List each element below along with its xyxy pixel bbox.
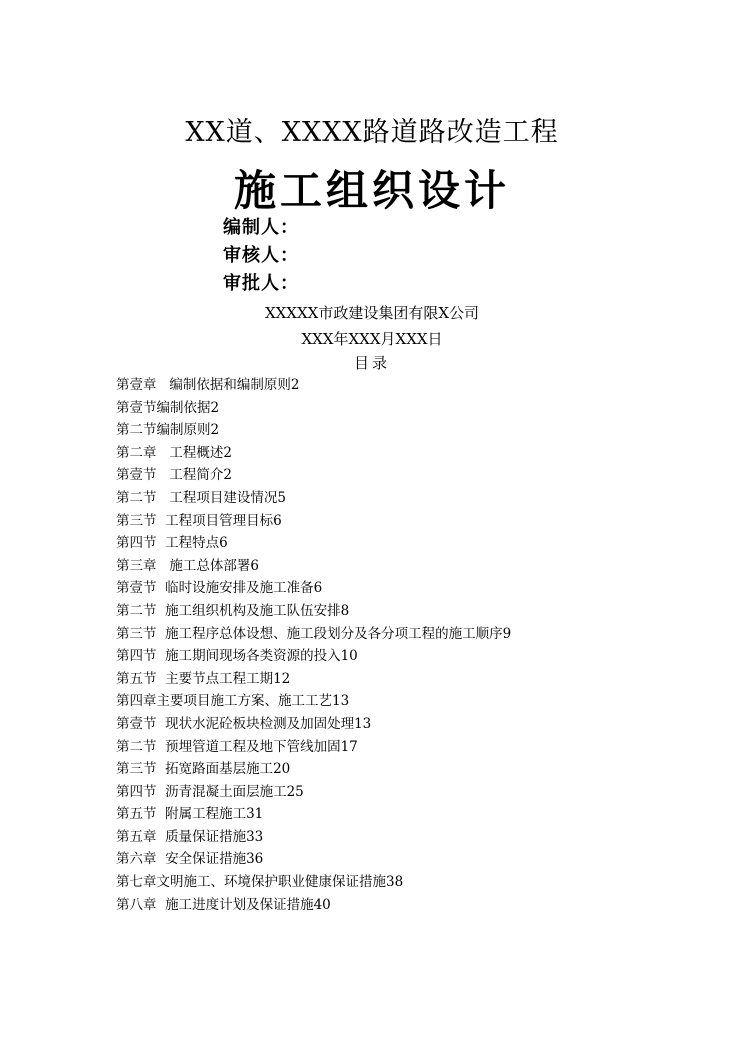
document-date: XXX年XXX月XXX日: [301, 330, 443, 348]
toc-entry[interactable]: 第二章 工程概述2: [116, 444, 232, 461]
toc-entry[interactable]: 第八章 施工进度计划及保证措施40: [116, 896, 331, 913]
toc-entry[interactable]: 第二节 预埋管道工程及地下管线加固17: [116, 738, 358, 755]
toc-entry[interactable]: 第四章主要项目施工方案、施工工艺13: [116, 693, 350, 710]
project-title: XX道、XXXX路道路改造工程: [185, 117, 559, 148]
toc-entry[interactable]: 第三章 施工总体部署6: [116, 557, 259, 574]
toc-entry[interactable]: 第四节 工程特点6: [116, 535, 228, 552]
approver-label: 审批人：: [223, 273, 299, 294]
compiler-label: 编制人：: [223, 217, 299, 238]
toc-entry[interactable]: 第三节 工程项目管理目标6: [116, 512, 282, 529]
toc-entry[interactable]: 第三节 施工程序总体设想、施工段划分及各分项工程的施工顺序9: [116, 625, 512, 642]
table-of-contents: [116, 374, 511, 916]
toc-entry[interactable]: 第五节 附属工程施工31: [116, 806, 264, 823]
toc-entry[interactable]: 第二节 施工组织机构及施工队伍安排8: [116, 602, 350, 619]
toc-entry[interactable]: 第壹节 现状水泥砼板块检测及加固处理13: [116, 715, 372, 732]
toc-entry[interactable]: 第四节 沥青混凝土面层施工25: [116, 783, 304, 800]
company-name: XXXXX市政建设集团有限X公司: [264, 304, 480, 322]
toc-entry[interactable]: 第五章 质量保证措施33: [116, 828, 264, 845]
toc-entry[interactable]: 第壹节 工程简介2: [116, 467, 232, 484]
document-title: 施工组织设计: [233, 166, 510, 215]
reviewer-label: 审核人：: [223, 245, 299, 266]
toc-entry[interactable]: 第五节 主要节点工程工期12: [116, 670, 291, 687]
toc-entry[interactable]: 第二节 工程项目建设情况5: [116, 489, 286, 506]
toc-entry[interactable]: 第二节编制原则2: [116, 422, 220, 439]
toc-entry[interactable]: 第六章 安全保证措施36: [116, 851, 264, 868]
toc-entry[interactable]: 第壹章 编制依据和编制原则2: [116, 377, 300, 393]
signature-block: [223, 214, 299, 298]
toc-title: 目录: [353, 354, 390, 372]
toc-entry[interactable]: 第壹节 临时设施安排及施工准备6: [116, 580, 323, 597]
toc-entry[interactable]: 第三节 拓宽路面基层施工20: [116, 761, 291, 778]
toc-entry[interactable]: 第七章文明施工、环境保护职业健康保证措施38: [116, 874, 404, 891]
toc-entry[interactable]: 第四节 施工期间现场各类资源的投入10: [116, 648, 358, 665]
toc-entry[interactable]: 第壹节编制依据2: [116, 399, 220, 416]
